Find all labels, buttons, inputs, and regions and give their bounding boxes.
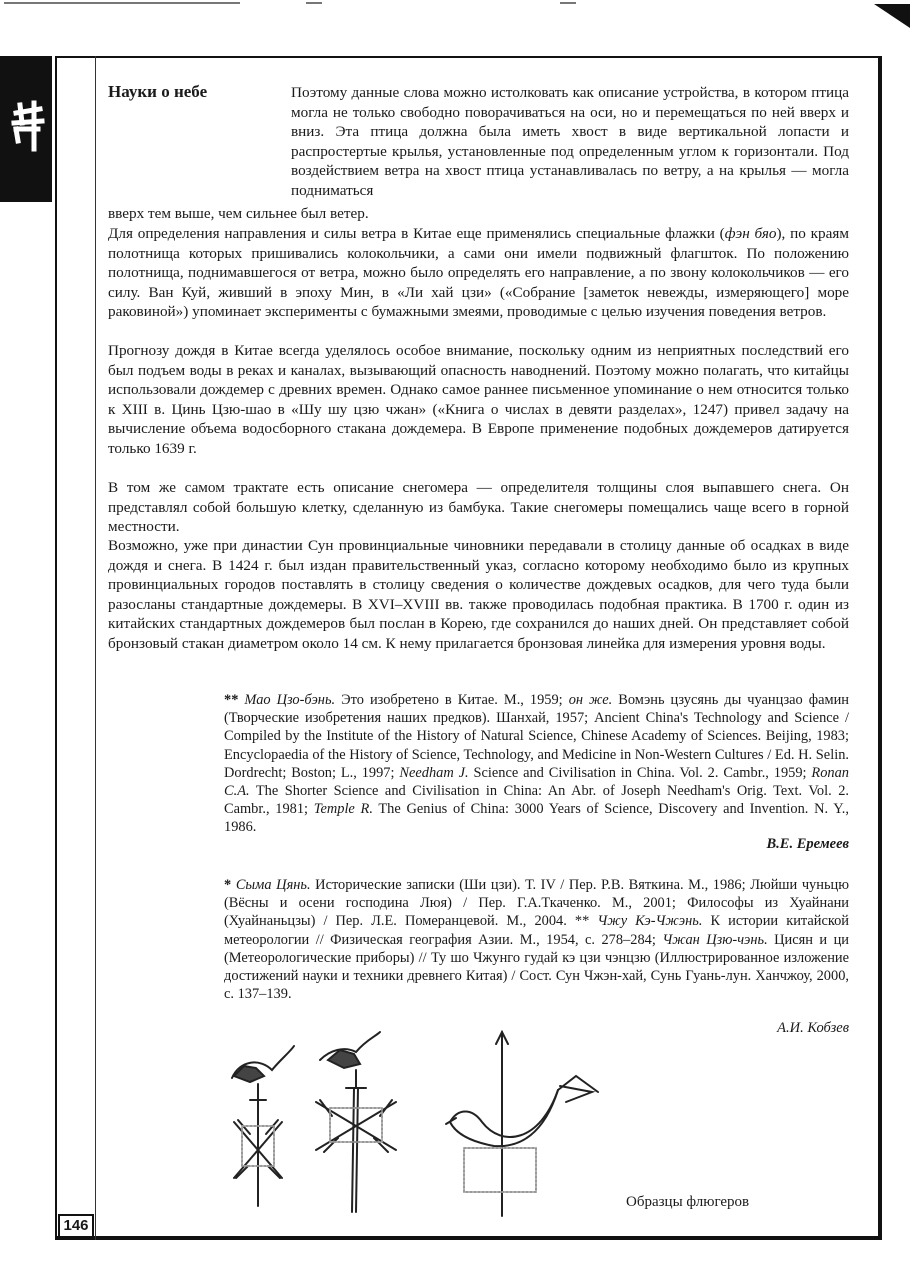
weathervane-2	[316, 1032, 396, 1212]
paragraph-precipitation: Возможно, уже при династии Сун провинциальные чиновники передавали в столицу данные об осадках в виде дождя и снега. В 1424 г. был издан правительственный указ, согласно которому необходимо было из крупных провинциальных городов поставлять в столицу сведения о количестве дождевых осадков, для чего туда были разосланы стандартные дождемеры. В XVI–XVIII вв. также проводилась подобная практика. В 1700 г. один из китайских стандартных дождемеров был послан в Корею, где сохранился до наших дней. Он представляет собой бронзовый стакан диаметром около 14 см. К нему прилагается бронзовая линейка для измерения уровня воды.	[108, 537, 849, 652]
corner-arrow-mark	[870, 0, 912, 30]
intro-paragraph: Поэтому данные слова можно истолковать как описание устройства, в котором птица могла не только свободно поворачиваться на оси, но и перемещаться по ней вверх и вниз. Эта птица должна была иметь хвост в виде вертикальной лопасти и распростертые крылья, установленные под определенным углом к горизонтали. Под воздействием ветра на хвост птица устанавливалась по ветру, а на крылья — могла подниматься	[291, 84, 849, 199]
author: Temple R.	[313, 801, 373, 818]
author: Чжан Цзю-чэнь.	[662, 931, 768, 948]
author: Needham J.	[399, 764, 469, 781]
paragraph-wind-flags	[108, 224, 849, 322]
author: Мао Цзо-бэнь.	[244, 692, 336, 708]
paragraph-snow-gauge: В том же самом трактате есть описание снегомера — определителя толщины слоя выпавшего снега. Он представлял собой большую клетку, сделанную из бамбука. Такие снегомеры помещались чаще всего в горной местности.	[108, 479, 849, 535]
author: Чжу Кэ-Чжэнь.	[597, 913, 703, 930]
ref-text: Вомэнь цзусянь ды чуанцзао фамин (Творческие изобретения наших предков). Шанхай, 1957; Ancient China's Technology and Science / Compiled by the Institute of the History of Natural Science, Chinese Academy of Sciences. Beijing, 1983; Encyclopaedia of the History of Science, Technology, and Medicine in Non-Western Cultures / Ed. H. Selin. Dordrecht; Boston; L., 1997;	[224, 692, 849, 781]
author-signature: А.И. Кобзев	[777, 1020, 849, 1036]
top-dash	[306, 2, 322, 4]
wind-glyph-icon	[6, 99, 46, 159]
footnote-mark: *	[224, 877, 232, 893]
paragraph-text: ), по краям полотнища которых пришивались колокольчики, а сами они имели подвижный флагшток. По положению полотнища, поднимавшегося от ветра, можно было определять его направление, а по звону колокольчиков — его силу. Ван Куй, живший в эпоху Мин, в «Ли хай цзи» («Собрание [заметок невежды, измеряющего] море раковиной») упоминает эксперименты с бумажными змеями, проводимые с целью изучения поведения ветров.	[108, 225, 849, 320]
weathervanes-illustration	[220, 1030, 610, 1220]
footnote-references-1	[224, 691, 849, 837]
ref-text: The Genius of China: 3000 Years of Science, Discovery and Invention. N. Y., 1986.	[224, 801, 850, 836]
footnote-mark: **	[224, 692, 239, 708]
ref-text: Science and Civilisation in China. Vol. 2. Cambr., 1959;	[468, 764, 812, 781]
term-italic: фэн бяо	[724, 225, 777, 242]
section-title: Науки о небе	[108, 82, 208, 101]
intro-paragraph-end: вверх тем выше, чем сильнее был ветер.	[108, 205, 369, 222]
author: Ronan C.A.	[224, 764, 849, 800]
ref-text: Это изобретено в Китае. М., 1959;	[335, 692, 569, 708]
chapter-tab	[0, 56, 52, 202]
paragraph-text: Для определения направления и силы ветра в Китае еще применялись специальные флажки (	[108, 225, 725, 242]
weathervane-1	[232, 1046, 294, 1206]
ref-text: Цисян и ци (Метеорологические приборы) // Ту шо Чжунго гудай кэ цзи чэнцзю (Иллюстрированное изложение достижений науки и техники древнего Китая) / Сост. Сун Чжэн-хай, Сунь Гуань-лун. Ханчжоу, 2000, с. 137–139.	[224, 931, 850, 1003]
page-number: 146	[58, 1214, 94, 1238]
paragraph-rain-gauge: Прогнозу дождя в Китае всегда уделялось особое внимание, поскольку одним из неприятных последствий его был подъем воды в реках и каналах, вызывающий опасность наводнений. Поэтому можно полагать, что китайцы использовали дождемер с древних времен. Однако самое раннее письменное упоминание о нем относится только к XIII в. Цинь Цзю-шао в «Шу шу цзю чжан» («Книга о числах в девяти разделах», 1247) привел задачу на вычисление объема водосборного стакана дождемера. В Европе применение подобных дождемеров датируется только 1639 г.	[108, 342, 849, 457]
weathervane-3	[446, 1032, 598, 1216]
figure-caption: Образцы флюгеров	[626, 1194, 750, 1210]
footnote-references-2	[224, 876, 849, 1003]
author: он же.	[568, 692, 613, 708]
top-dash	[560, 2, 576, 4]
top-rule	[4, 2, 240, 4]
ref-text: К истории китайской метеорологии // Физическая география Азии. М., 1954, с. 278–284;	[224, 913, 849, 948]
author-signature: В.Е. Еремеев	[766, 836, 849, 852]
ref-text: Исторические записки (Ши цзи). Т. IV / Пер. Р.В. Вяткина. М., 1986; Люйши чуньцю (Вёсны и осени господина Люя) / Пер. Г.А.Ткаченко. М., 2001; Философы из Хуайнани (Хуайнаньцзы) / Пер. Л.Е. Померанцевой. М., 2004. **	[224, 877, 849, 930]
margin-rule	[95, 56, 96, 1240]
ref-text: The Shorter Science and Civilisation in China: An Abr. of Joseph Needham's Orig. Text. Vol. 2. Cambr., 1981;	[224, 783, 849, 818]
author: Сыма Цянь.	[235, 877, 311, 893]
